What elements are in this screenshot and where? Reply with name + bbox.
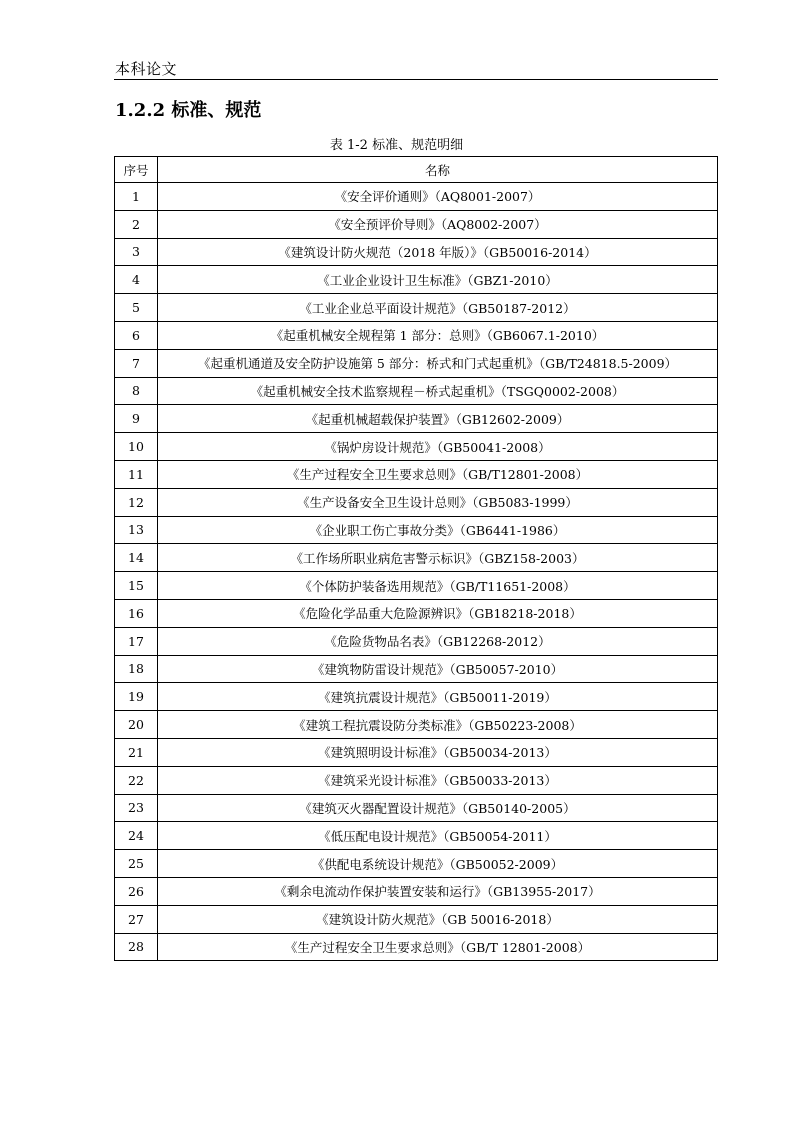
standard-name: 《安全评价通则》（AQ8001-2007） (158, 183, 718, 211)
row-number: 9 (115, 405, 158, 433)
table-row (115, 627, 718, 655)
table-row (115, 766, 718, 794)
table-row (115, 321, 718, 349)
standard-name: 《工作场所职业病危害警示标识》（GBZ158-2003） (158, 544, 718, 572)
standard-name: 《建筑采光设计标准》（GB50033-2013） (158, 766, 718, 794)
table-row (115, 294, 718, 322)
standard-name: 《起重机械安全规程第 1 部分：总则》（GB6067.1-2010） (158, 321, 718, 349)
table-row (115, 683, 718, 711)
table-row (115, 933, 718, 961)
standard-name: 《个体防护装备选用规范》（GB/T11651-2008） (158, 572, 718, 600)
table-row (115, 349, 718, 377)
row-number: 7 (115, 349, 158, 377)
row-number: 3 (115, 238, 158, 266)
table-row (115, 599, 718, 627)
column-header-number: 序号 (115, 157, 158, 183)
table-row (115, 516, 718, 544)
table-row (115, 711, 718, 739)
standard-name: 《建筑设计防火规范》（GB 50016-2018） (158, 905, 718, 933)
row-number: 1 (115, 183, 158, 211)
standard-name: 《锅炉房设计规范》（GB50041-2008） (158, 433, 718, 461)
standard-name: 《企业职工伤亡事故分类》（GB6441-1986） (158, 516, 718, 544)
column-header-name: 名称 (158, 157, 718, 183)
row-number: 5 (115, 294, 158, 322)
table-row (115, 460, 718, 488)
table-row (115, 905, 718, 933)
table-row (115, 433, 718, 461)
standard-name: 《工业企业设计卫生标准》（GBZ1-2010） (158, 266, 718, 294)
standard-name: 《供配电系统设计规范》（GB50052-2009） (158, 850, 718, 878)
row-number: 16 (115, 599, 158, 627)
row-number: 15 (115, 572, 158, 600)
table-row (115, 238, 718, 266)
row-number: 17 (115, 627, 158, 655)
row-number: 25 (115, 850, 158, 878)
row-number: 23 (115, 794, 158, 822)
standard-name: 《建筑照明设计标准》（GB50034-2013） (158, 738, 718, 766)
table-row (115, 377, 718, 405)
standard-name: 《生产设备安全卫生设计总则》（GB5083-1999） (158, 488, 718, 516)
standard-name: 《起重机通道及安全防护设施第 5 部分：桥式和门式起重机》（GB/T24818.5-2009） (158, 349, 718, 377)
standard-name: 《生产过程安全卫生要求总则》（GB/T12801-2008） (158, 460, 718, 488)
row-number: 14 (115, 544, 158, 572)
running-header: 本科论文 (115, 60, 178, 78)
table-row (115, 655, 718, 683)
row-number: 21 (115, 738, 158, 766)
table-row (115, 488, 718, 516)
row-number: 24 (115, 822, 158, 850)
row-number: 19 (115, 683, 158, 711)
row-number: 28 (115, 933, 158, 961)
standard-name: 《建筑工程抗震设防分类标准》（GB50223-2008） (158, 711, 718, 739)
standard-name: 《建筑抗震设计规范》（GB50011-2019） (158, 683, 718, 711)
standard-name: 《安全预评价导则》（AQ8002-2007） (158, 210, 718, 238)
row-number: 4 (115, 266, 158, 294)
table-row (115, 850, 718, 878)
row-number: 20 (115, 711, 158, 739)
table-row (115, 210, 718, 238)
standard-name: 《建筑设计防火规范（2018 年版）》（GB50016-2014） (158, 238, 718, 266)
table-row (115, 266, 718, 294)
standard-name: 《起重机械安全技术监察规程－桥式起重机》（TSGQ0002-2008） (158, 377, 718, 405)
table-row (115, 794, 718, 822)
row-number: 27 (115, 905, 158, 933)
standard-name: 《危险货物品名表》（GB12268-2012） (158, 627, 718, 655)
row-number: 2 (115, 210, 158, 238)
table-row (115, 877, 718, 905)
standards-table (114, 156, 718, 961)
table-row (115, 822, 718, 850)
row-number: 6 (115, 321, 158, 349)
table-row (115, 405, 718, 433)
row-number: 22 (115, 766, 158, 794)
standard-name: 《低压配电设计规范》（GB50054-2011） (158, 822, 718, 850)
table-row (115, 572, 718, 600)
table-caption: 表 1-2 标准、规范明细 (329, 138, 464, 153)
standard-name: 《起重机械超载保护装置》（GB12602-2009） (158, 405, 718, 433)
table-header-row (115, 157, 718, 183)
table-row (115, 544, 718, 572)
row-number: 10 (115, 433, 158, 461)
standard-name: 《工业企业总平面设计规范》（GB50187-2012） (158, 294, 718, 322)
standard-name: 《危险化学品重大危险源辨识》（GB18218-2018） (158, 599, 718, 627)
row-number: 26 (115, 877, 158, 905)
row-number: 13 (115, 516, 158, 544)
row-number: 11 (115, 460, 158, 488)
row-number: 8 (115, 377, 158, 405)
standard-name: 《建筑灭火器配置设计规范》（GB50140-2005） (158, 794, 718, 822)
table-row (115, 738, 718, 766)
table-body (115, 183, 718, 961)
standard-name: 《建筑物防雷设计规范》（GB50057-2010） (158, 655, 718, 683)
header-rule (114, 79, 718, 80)
standard-name: 《生产过程安全卫生要求总则》（GB/T 12801-2008） (158, 933, 718, 961)
section-heading: 1.2.2 标准、规范 (115, 100, 262, 121)
table-row (115, 183, 718, 211)
standard-name: 《剩余电流动作保护装置安装和运行》（GB13955-2017） (158, 877, 718, 905)
row-number: 18 (115, 655, 158, 683)
row-number: 12 (115, 488, 158, 516)
